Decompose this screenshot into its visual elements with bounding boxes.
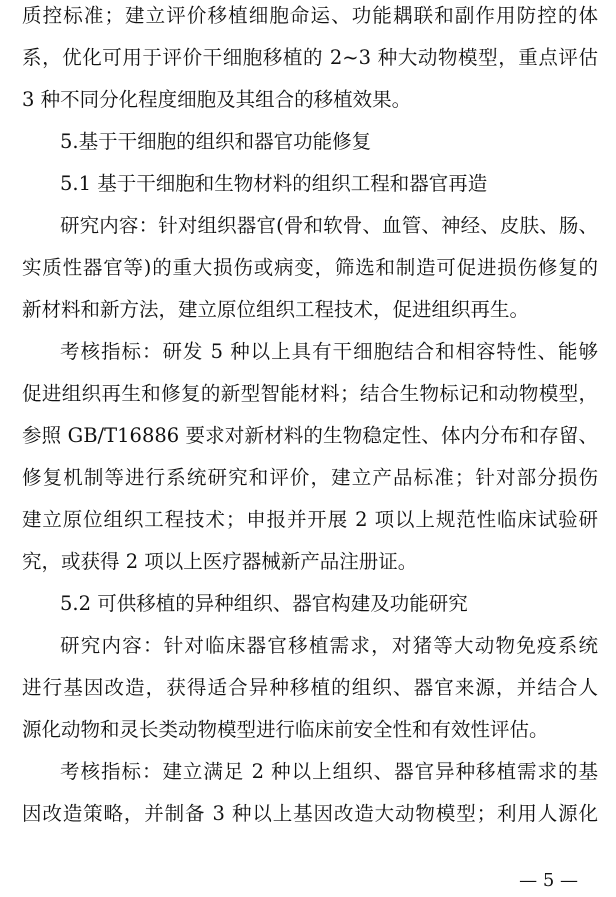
text-line-19: 考核指标：建立满足 2 种以上组织、器官异种移植需求的基: [60, 760, 598, 783]
text-line-9: 考核指标：研发 5 种以上具有干细胞结合和相容特性、能够: [60, 340, 598, 363]
text-line-17: 进行基因改造，获得适合异种移植的组织、器官来源，并结合人: [22, 676, 598, 699]
page-number: — 5 —: [519, 870, 578, 891]
subsection-heading-5-1: 5.1 基于干细胞和生物材料的组织工程和器官再造: [60, 172, 488, 195]
text-line-7: 实质性器官等)的重大损伤或病变，筛选和制造可促进损伤修复的: [22, 256, 598, 279]
subsection-heading-5-2: 5.2 可供移植的异种组织、器官构建及功能研究: [60, 592, 468, 615]
text-line-20: 因改造策略，并制备 3 种以上基因改造大动物模型；利用人源化: [22, 802, 598, 825]
text-line-10: 促进组织再生和修复的新型智能材料；结合生物标记和动物模型，: [22, 382, 598, 405]
text-line-1: 质控标准；建立评价移植细胞命运、功能耦联和副作用防控的体: [22, 4, 598, 27]
text-line-8: 新材料和新方法，建立原位组织工程技术，促进组织再生。: [22, 298, 530, 321]
text-line-3: 3 种不同分化程度细胞及其组合的移植效果。: [22, 88, 412, 111]
text-line-11: 参照 GB/T16886 要求对新材料的生物稳定性、体内分布和存留、: [22, 424, 598, 447]
text-line-18: 源化动物和灵长类动物模型进行临床前安全性和有效性评估。: [22, 718, 549, 741]
section-heading-5: 5.基于干细胞的组织和器官功能修复: [60, 130, 372, 153]
text-line-14: 究，或获得 2 项以上医疗器械新产品注册证。: [22, 550, 418, 573]
text-line-16: 研究内容：针对临床器官移植需求，对猪等大动物免疫系统: [60, 634, 598, 657]
text-line-6: 研究内容：针对组织器官(骨和软骨、血管、神经、皮肤、肠、: [60, 214, 598, 237]
text-line-12: 修复机制等进行系统研究和评价，建立产品标准；针对部分损伤: [22, 466, 598, 489]
text-line-2: 系，优化可用于评价干细胞移植的 2~3 种大动物模型，重点评估: [22, 46, 598, 69]
text-line-13: 建立原位组织工程技术；申报并开展 2 项以上规范性临床试验研: [22, 508, 598, 531]
